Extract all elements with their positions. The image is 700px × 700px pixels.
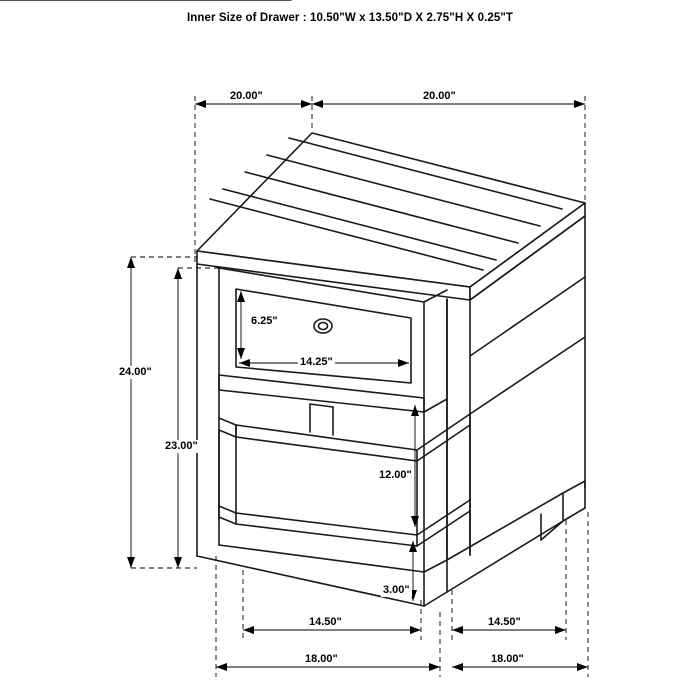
dimension-label-overall-height: 24.00" [119, 366, 152, 378]
dimension-label-top-left: 20.00" [230, 90, 263, 102]
dimension-label-inner-width-left: 14.50" [309, 616, 342, 628]
dimension-label-outer-width-right: 18.00" [491, 653, 524, 665]
dimension-label-bottom-clearance: 3.00" [383, 584, 410, 596]
dimension-label-drawer-height: 6.25" [251, 315, 278, 327]
dimension-label-shelf-height: 12.00" [379, 469, 412, 481]
page-title: Inner Size of Drawer : 10.50"W x 13.50"D X 2.75"H X 0.25"T [186, 12, 514, 24]
dimension-label-top-right: 20.00" [423, 90, 456, 102]
dimension-label-side-height: 23.00" [165, 440, 198, 452]
dimension-label-drawer-width: 14.25" [300, 356, 333, 368]
table-top [0, 0, 585, 300]
dimension-label-inner-width-right: 14.50" [488, 616, 521, 628]
dimension-label-outer-width-left: 18.00" [305, 653, 338, 665]
